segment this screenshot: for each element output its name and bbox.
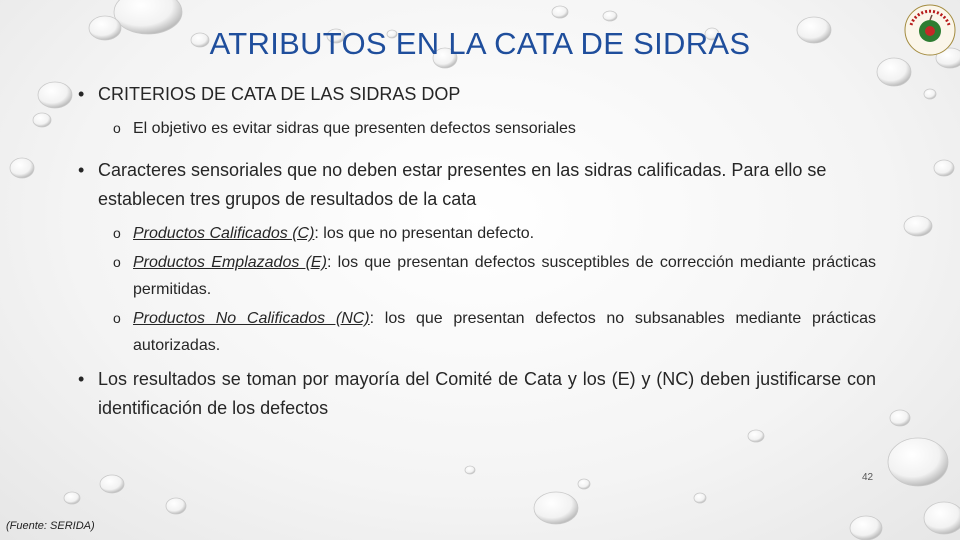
bullet-item [78,156,876,214]
page-number: 42 [862,472,874,483]
sub-mark: o [113,310,121,326]
sub-item [78,305,876,359]
sub-item [78,249,876,303]
sub-item [78,115,876,142]
sub-item [78,220,876,247]
bullet-item [78,365,876,423]
sub-text: : los que presentan defectos no subsanables mediante prácticas autorizadas. [133,310,876,354]
bullet-mark: • [78,84,85,104]
bullet-mark: • [78,369,85,389]
source-citation: (Fuente: SERIDA) [6,520,95,532]
sub-mark: o [113,254,121,270]
slide-title: ATRIBUTOS EN LA CATA DE SIDRAS [209,26,751,61]
sub-text: : los que no presentan defecto. [314,225,535,242]
sub-mark: o [113,225,121,241]
bullet-text: Caracteres sensoriales que no deben estar presentes en las sidras calificadas. Para ello se establecen tres grupos de resultados de la cata [98,160,827,209]
bullet-text: Los resultados se toman por mayoría del Comité de Cata y los (E) y (NC) deben justificarse con identificación de los defectos [98,369,876,418]
slide-content [78,80,876,423]
sub-text: El objetivo es evitar sidras que presenten defectos sensoriales [133,120,576,137]
sub-text: : los que presentan defectos susceptibles de corrección mediante prácticas permitidas. [133,254,876,298]
sub-term: Productos Calificados (C) [133,225,315,242]
bullet-text: CRITERIOS DE CATA DE LAS SIDRAS DOP [98,84,461,104]
sub-mark: o [113,120,121,136]
sub-term: Productos Emplazados (E) [133,254,327,271]
sub-term: Productos No Calificados (NC) [133,310,370,327]
bullet-mark: • [78,160,85,180]
bullet-item [78,80,876,109]
